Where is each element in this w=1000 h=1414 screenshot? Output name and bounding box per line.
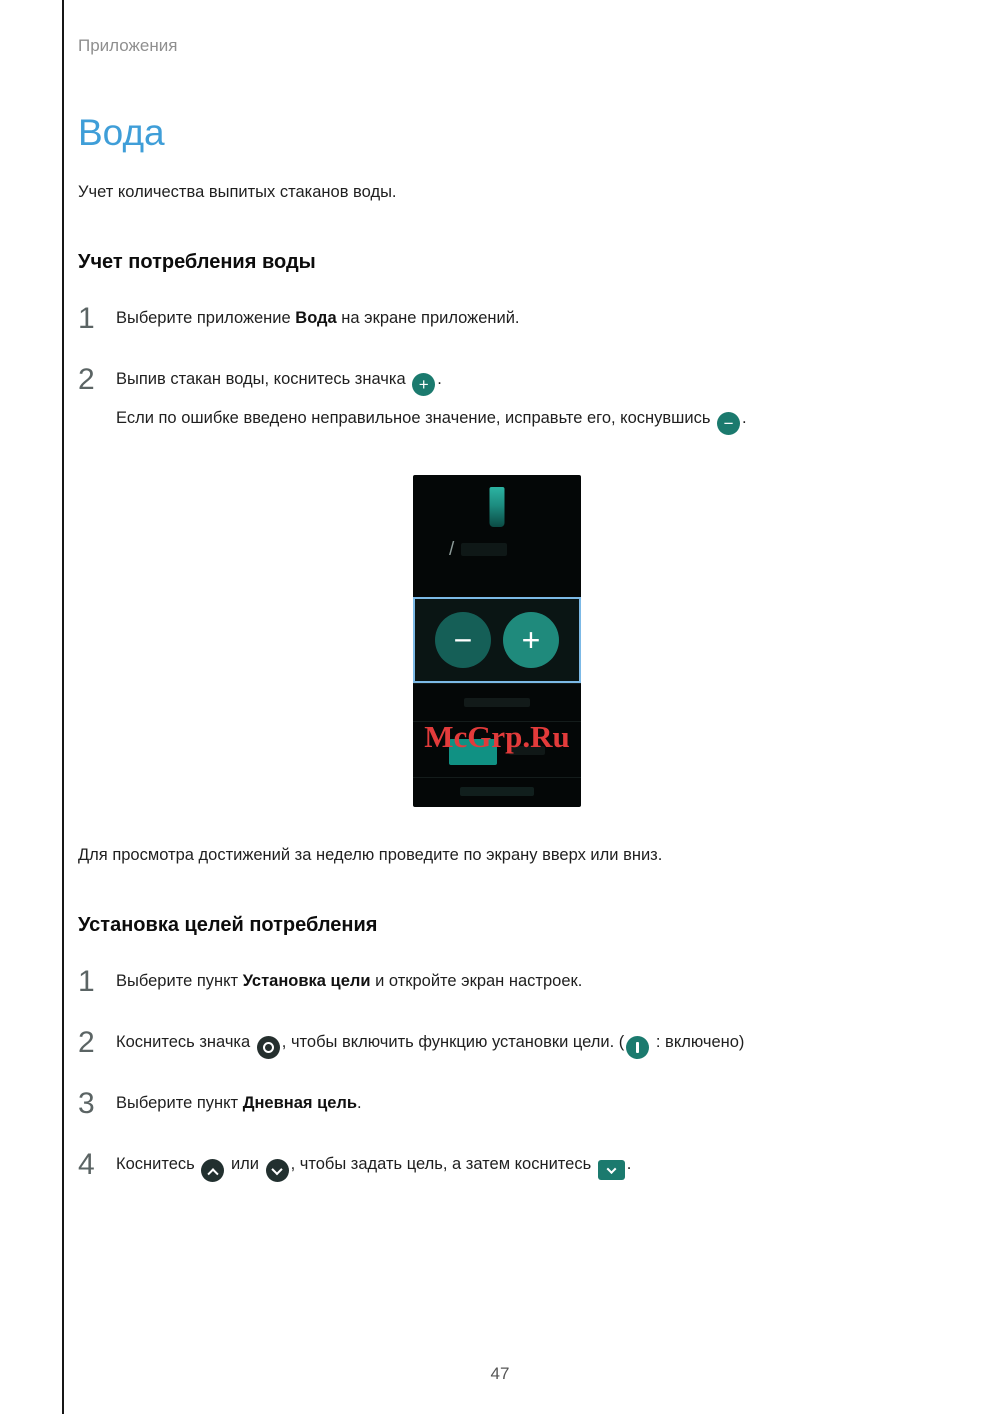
chevron-down-icon	[266, 1159, 289, 1182]
step-number: 4	[78, 1147, 95, 1181]
faint-text-placeholder	[464, 698, 530, 707]
step-text	[116, 1026, 744, 1059]
step-text-part: и откройте экран настроек.	[370, 971, 583, 990]
toggle-on-icon	[626, 1036, 649, 1059]
page-number: 47	[490, 1364, 510, 1383]
screenshot-wrapper	[78, 475, 916, 807]
counter-line	[449, 539, 507, 561]
minus-icon	[717, 412, 740, 435]
step-text-part: на экране приложений.	[336, 308, 520, 327]
chevron-down-glyph	[271, 1163, 282, 1174]
step-text-part: .	[742, 408, 747, 427]
running-header: Приложения	[78, 36, 178, 55]
device-minus-glyph: −	[453, 621, 473, 658]
section-heading-goal: Установка целей потребления	[78, 913, 378, 936]
step-text-part: , чтобы задать цель, а затем коснитесь	[290, 1154, 596, 1173]
step-text-bold: Дневная цель	[242, 1093, 358, 1112]
usage-step-2	[78, 363, 916, 435]
step-text-part: Если по ошибке введено неправильное значение, исправьте его, коснувшись	[116, 408, 716, 427]
counter-slash: /	[449, 538, 455, 560]
step-line-2	[116, 406, 747, 435]
step-number: 1	[78, 301, 95, 335]
faint-text-placeholder	[460, 787, 534, 796]
step-text	[116, 965, 582, 998]
goal-step-2	[78, 1026, 916, 1059]
step-text-part: Выпив стакан воды, коснитесь значка	[116, 369, 411, 388]
step-text-part: Коснитесь значка	[116, 1032, 255, 1051]
step-text-bold: Вода	[295, 308, 337, 327]
confirm-chevron-glyph	[606, 1164, 616, 1174]
step-text	[116, 1087, 362, 1120]
plus-glyph: +	[418, 374, 429, 394]
step-text-part: .	[626, 1154, 632, 1173]
water-glass-icon	[490, 487, 505, 527]
goal-step-1	[78, 965, 916, 998]
device-minus-button	[435, 612, 491, 668]
step-line-1	[116, 367, 747, 396]
usage-step-1	[78, 302, 916, 335]
screen-buttons-highlight	[413, 597, 581, 683]
device-plus-button	[503, 612, 559, 668]
screen-counter-area	[413, 475, 581, 597]
page-title: Вода	[78, 112, 165, 153]
counter-goal-placeholder	[461, 543, 507, 556]
screen-row-label	[413, 683, 581, 721]
step-text	[116, 1148, 631, 1183]
step-text-part: .	[437, 369, 442, 388]
chevron-up-icon	[201, 1159, 224, 1182]
step-text-part: , чтобы включить функцию установки цели. (	[281, 1032, 625, 1051]
goal-step-4	[78, 1148, 916, 1183]
watermark: McGrp.Ru	[424, 718, 570, 754]
swipe-hint-text: Для просмотра достижений за неделю проведите по экрану вверх или вниз.	[78, 845, 663, 864]
goal-ring-glyph	[263, 1042, 274, 1053]
step-text-part: : включено)	[651, 1032, 745, 1051]
confirm-icon	[598, 1160, 625, 1180]
toggle-bar-glyph	[636, 1042, 639, 1053]
section-heading-usage: Учет потребления воды	[78, 250, 316, 273]
plus-icon	[412, 373, 435, 396]
page-left-border	[62, 0, 64, 1414]
device-plus-glyph: +	[521, 621, 541, 658]
watch-app-screenshot	[413, 475, 581, 807]
chevron-up-glyph	[207, 1168, 218, 1179]
step-text-part: Коснитесь	[116, 1154, 200, 1173]
intro-text: Учет количества выпитых стаканов воды.	[78, 183, 397, 201]
step-text-part: Выберите приложение	[116, 308, 296, 327]
step-number: 3	[78, 1086, 95, 1120]
goal-setting-icon	[257, 1036, 280, 1059]
step-text-part: Выберите пункт	[116, 1093, 243, 1112]
step-text-part: .	[357, 1093, 362, 1112]
step-number: 2	[78, 362, 95, 396]
step-text-part: Выберите пункт	[116, 971, 243, 990]
step-number: 1	[78, 964, 95, 998]
screen-row-footer	[413, 777, 581, 807]
step-text	[116, 363, 747, 435]
step-text-part: или	[226, 1154, 264, 1173]
goal-step-3	[78, 1087, 916, 1120]
step-number: 2	[78, 1025, 95, 1059]
step-text-bold: Установка цели	[242, 971, 371, 990]
step-text	[116, 302, 520, 335]
minus-glyph: −	[723, 413, 734, 433]
